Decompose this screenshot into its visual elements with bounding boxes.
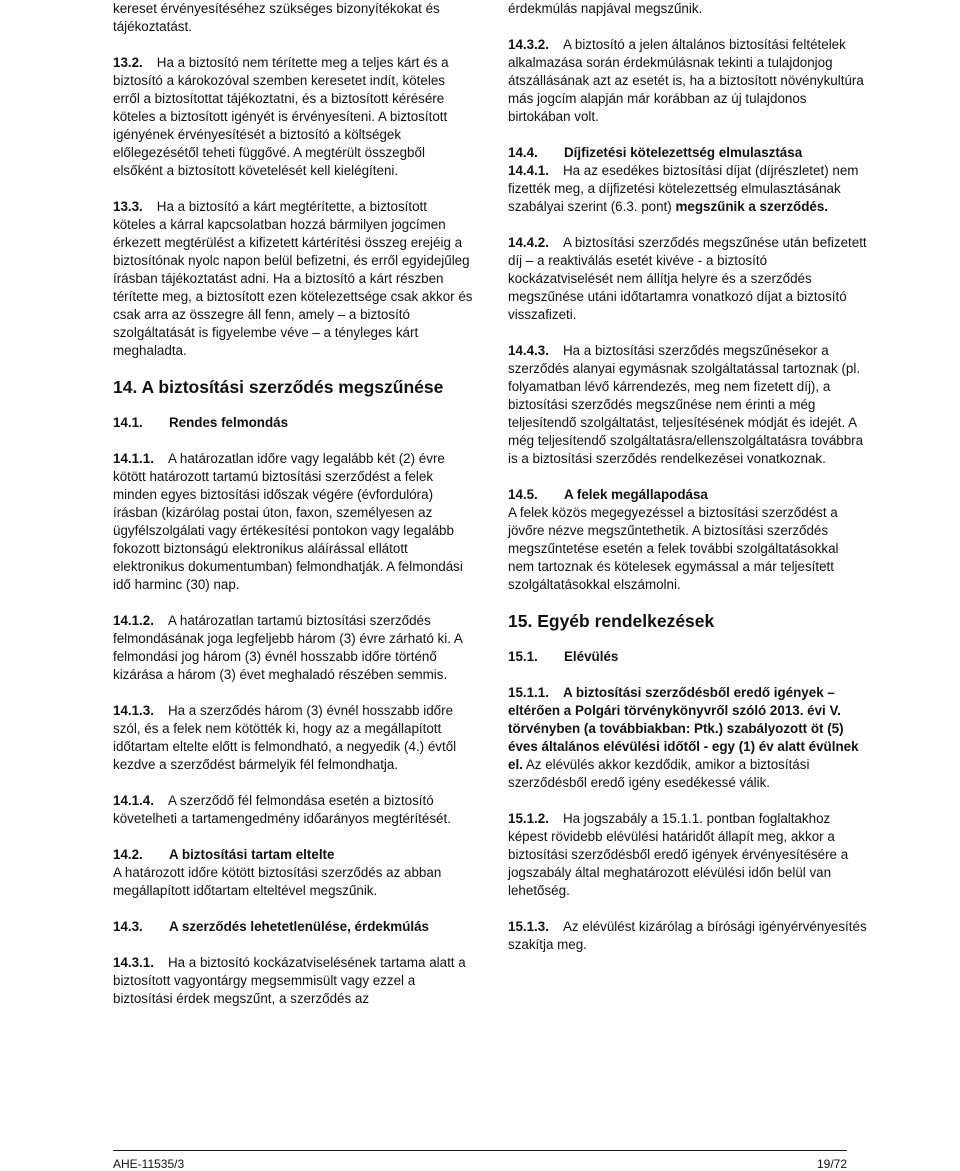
clause-number: 15.1.3. — [508, 919, 549, 934]
section-heading-14-4 — [508, 144, 868, 162]
paragraph: érdekmúlás napjával megszűnik. — [508, 1, 703, 16]
clause-text-bold: A biztosítási szerződésből eredő igények – eltérően a Polgári törvénykönyvről szóló 2013. évi V. törvényben (a továbbiakban: Ptk.) szabályozott öt (5) éves általános elévülési időtől - egy (1) év alatt évülnek el. — [508, 685, 859, 772]
clause-text: Ha a szerződés három (3) évnél hosszabb időre szól, és a felek nem kötötték ki, hogy az a megállapított időtartam eltelte előtt is felmondható, a negyedik (4.) évtől kezdve a szerződést bármelyik fél felmondhatja. — [113, 703, 457, 772]
clause-text: A határozatlan időre vagy legalább két (2) évre kötött határozott tartamú biztosítási szerződést a felek minden egyes biztosítási időszak végére (évfordulóra) írásban (kizárólag postai úton, faxon, személyesen az ügyfélszolgálati vagy értékesítési pontokon vagy legalább fokozott biztonságú elektronikus aláírással ellátott elektronikus dokumentumban) felmondhatják. A felmondási idő harminc (30) nap. — [113, 451, 463, 592]
chapter-number: 14. — [113, 377, 138, 397]
clause-text: Ha jogszabály a 15.1.1. pontban foglaltakhoz képest rövidebb elévülési határidőt állapít meg, akkor a biztosítási szerződésből eredő igények érvényesítésére a jogszabály által meghatározott elévülési időn belül van lehetőség. — [508, 811, 849, 898]
paragraph-13-3 — [113, 198, 473, 360]
clause-number: 14.3.1. — [113, 955, 154, 970]
clause-text: Ha a biztosító kockázatviselésének tartama alatt a biztosított vagyontárgy megsemmisült vagy ezzel a biztosítási érdek megszűnt, a szerződés az — [113, 955, 466, 1006]
chapter-title: Egyéb rendelkezések — [537, 611, 715, 631]
paragraph-13-2 — [113, 54, 473, 180]
paragraph-14-1-3 — [113, 702, 473, 774]
paragraph: A határozott időre kötött biztosítási szerződés az abban megállapított időtartam elteltével megszűnik. — [113, 865, 442, 898]
clause-number: 14.4.2. — [508, 235, 549, 250]
section-number: 14.3. — [113, 919, 143, 934]
clause-text: A szerződő fél felmondása esetén a biztosító követelheti a tartamengedmény időarányos megtérítését. — [113, 793, 451, 826]
clause-text: A határozatlan tartamú biztosítási szerződés felmondásának joga legfeljebb három (3) évre zárható ki. A felmondási jog három (3) évnél hosszabb időre történő kizárása a három (3) évet meghaladó részében semmis. — [113, 613, 463, 682]
clause-number: 15.1.1. — [508, 685, 549, 700]
paragraph-14-4-2 — [508, 234, 868, 324]
section-heading-14-2 — [113, 846, 473, 864]
section-title: A szerződés lehetetlenülése, érdekmúlás — [169, 919, 429, 934]
chapter-heading-15 — [508, 608, 868, 634]
clause-number: 14.1.1. — [113, 451, 154, 466]
paragraph-14-4-1 — [508, 162, 868, 216]
section-heading-14-3 — [113, 918, 473, 936]
clause-text: Ha a biztosítási szerződés megszűnésekor a szerződés alanyai egymásnak szolgáltatással tartoznak (pl. folyamatban lévő kárrendezés, meg nem fizetett díj), a biztosítási szerződés megszűnése nem érinti a még teljesítendő szolgáltatást, teljesítésének módját és idejét. A még teljesítendő szolgáltatásra/ellenszolgáltatásra továbbra is a biztosítási szerződés rendelkezései vonatkoznak. — [508, 343, 864, 466]
section-heading-14-1 — [113, 414, 473, 432]
chapter-heading-14 — [113, 374, 473, 400]
clause-number: 14.4.1. — [508, 163, 549, 178]
clause-text: A biztosító a jelen általános biztosítási feltételek alkalmazása során érdekmúlásnak tekinti a tulajdonjog átszállásának azt az esetét is, ha a biztosított növénykultúra más jogcím alapján már korábban az új tulajdonos birtokában volt. — [508, 37, 864, 124]
clause-text: Ha a biztosító nem térítette meg a teljes kárt és a biztosító a károkozóval szemben keresetet indít, köteles erről a biztosítottat tájékoztatni, és a biztosított kérésére köteles a biztosított igényét is érvényesíteni. A biztosított igényének érvényesítését a biztosító a költségek előlegezésétől teheti függővé. A megtérült összegből elsőként a biztosított követelését kell kielégíteni. — [113, 55, 449, 178]
paragraph-14-3-1 — [113, 954, 473, 1008]
page-footer — [113, 1150, 847, 1171]
clause-text: Az elévülést kizárólag a bírósági igényérvényesítés szakítja meg. — [508, 919, 867, 952]
right-column — [508, 0, 868, 954]
chapter-number: 15. — [508, 611, 533, 631]
paragraph-14-1-2 — [113, 612, 473, 684]
paragraph-15-1-3 — [508, 918, 868, 954]
clause-text: Ha az esedékes biztosítási díjat (díjrészletet) nem fizették meg, a díjfizetési kötelezettség elmulasztásának szabályai szerint (6.3. pont) — [508, 163, 859, 214]
paragraph: kereset érvényesítéséhez szükséges bizonyítékokat és tájékoztatást. — [113, 1, 440, 34]
section-number: 15.1. — [508, 649, 538, 664]
chapter-title: A biztosítási szerződés megszűnése — [141, 377, 444, 397]
clause-text: A biztosítási szerződés megszűnése után befizetett díj – a reaktiválás esetét kivéve - a biztosító kockázatviselését nem állítja helyre és a szerződés megszűnése utáni időtartamra vonatkozó díjat a biztosító visszafizeti. — [508, 235, 867, 322]
section-heading-15-1 — [508, 648, 868, 666]
clause-number: 14.1.2. — [113, 613, 154, 628]
section-title: A biztosítási tartam eltelte — [169, 847, 335, 862]
clause-number: 14.1.3. — [113, 703, 154, 718]
section-title: Díjfizetési kötelezettség elmulasztása — [564, 145, 803, 160]
document-code: AHE-11535/3 — [113, 1157, 185, 1171]
clause-text: Ha a biztosító a kárt megtérítette, a biztosított köteles a kárral kapcsolatban hozzá bármilyen jogcímen érkezett megtérülést a kifizetett kártérítési összeg erejéig a biztosítónak nyolc napon belül befizetni, és erről egyidejűleg írásban tájékoztatást adni. Ha a biztosító a kárt részben térítette meg, a biztosított ezen kötelezettsége csak akkor és csak arra az összegre áll fenn, amely – a biztosító szolgáltatását is figyelembe véve – a tényleges kárt meghaladta. — [113, 199, 473, 358]
left-column — [113, 0, 473, 1008]
clause-number: 13.2. — [113, 55, 143, 70]
section-title: Rendes felmondás — [169, 415, 289, 430]
clause-text-bold: megszűnik a szerződés. — [675, 199, 829, 214]
clause-text: Az elévülés akkor kezdődik, amikor a biztosítási szerződésből eredő igény esedékessé válik. — [508, 757, 810, 790]
paragraph: A felek közös megegyezéssel a biztosítási szerződést a jövőre nézve megszűntethetik. A biztosítási szerződés megszűntetése esetén a felek további szolgáltatásokkal nem tartoznak és kötelesek egymással a már teljesített szolgáltatásokkal elszámolni. — [508, 505, 839, 592]
clause-number: 14.3.2. — [508, 37, 549, 52]
section-title: A felek megállapodása — [564, 487, 708, 502]
paragraph-15-1-2 — [508, 810, 868, 900]
paragraph-14-3-2 — [508, 36, 868, 126]
paragraph-14-1-4 — [113, 792, 473, 828]
clause-number: 14.1.4. — [113, 793, 154, 808]
paragraph-15-1-1 — [508, 684, 868, 792]
section-number: 14.5. — [508, 487, 538, 502]
page-number: 19/72 — [816, 1157, 847, 1171]
clause-number: 14.4.3. — [508, 343, 549, 358]
paragraph-14-4-3 — [508, 342, 868, 468]
section-heading-14-5 — [508, 486, 868, 504]
clause-number: 13.3. — [113, 199, 143, 214]
paragraph-14-1-1 — [113, 450, 473, 594]
clause-number: 15.1.2. — [508, 811, 549, 826]
section-number: 14.4. — [508, 145, 538, 160]
section-title: Elévülés — [564, 649, 619, 664]
section-number: 14.2. — [113, 847, 143, 862]
section-number: 14.1. — [113, 415, 143, 430]
